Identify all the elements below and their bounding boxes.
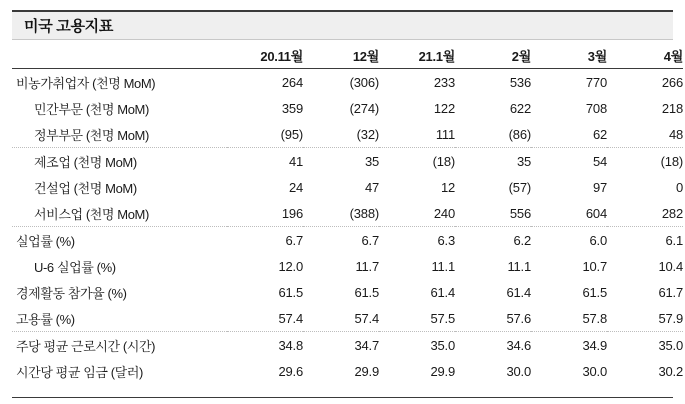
column-header-1: 20.11월 xyxy=(227,42,303,69)
table-body xyxy=(12,69,683,385)
cell-value: 6.0 xyxy=(589,232,607,248)
cell-value: 29.9 xyxy=(430,363,455,379)
cell-value: (32) xyxy=(303,121,379,148)
cell-value: 34.9 xyxy=(582,337,607,353)
cell-value: 266 xyxy=(661,74,683,90)
cell-value: 61.5 xyxy=(582,284,607,300)
cell-value: 0 xyxy=(675,179,683,195)
table-title-bar xyxy=(12,10,673,40)
column-header-0 xyxy=(12,42,227,69)
cell-value: 282 xyxy=(607,200,683,227)
table-row xyxy=(12,174,683,200)
cell-value: 6.2 xyxy=(513,232,531,248)
cell-value: 41 xyxy=(288,153,303,169)
cell-value: 48 xyxy=(607,121,683,148)
cell-value: 61.4 xyxy=(506,284,531,300)
cell-value: 61.4 xyxy=(430,284,455,300)
cell-value: 233 xyxy=(433,74,455,90)
column-header-2: 12월 xyxy=(303,42,379,69)
cell-value: 111 xyxy=(379,121,455,148)
column-header-6: 4월 xyxy=(607,42,683,69)
cell-value: 24 xyxy=(288,179,303,195)
cell-value: 6.1 xyxy=(665,232,683,248)
cell-value: 264 xyxy=(281,74,303,90)
row-label: 시간당 평균 임금 (달러) xyxy=(16,364,143,380)
cell-value: 556 xyxy=(455,200,531,227)
cell-value: 10.7 xyxy=(582,258,607,274)
cell-value: 708 xyxy=(585,100,607,116)
cell-value: 34.8 xyxy=(278,337,303,353)
row-label: 서비스업 (천명 MoM) xyxy=(12,200,227,227)
cell-value: (18) xyxy=(660,153,683,169)
row-label: U-6 실업률 (%) xyxy=(34,259,116,275)
row-label: 민간부문 (천명 MoM) xyxy=(34,101,149,117)
column-header-5: 3월 xyxy=(531,42,607,69)
cell-value: 61.5 xyxy=(354,284,379,300)
cell-value: 57.5 xyxy=(379,305,455,332)
cell-value: 122 xyxy=(433,100,455,116)
cell-value: 240 xyxy=(379,200,455,227)
employment-indicators-table xyxy=(12,42,683,384)
cell-value: 12 xyxy=(440,179,455,195)
cell-value: 770 xyxy=(585,74,607,90)
row-label: 실업률 (%) xyxy=(16,233,75,249)
cell-value: (95) xyxy=(227,121,303,148)
table-row xyxy=(12,69,683,96)
cell-value: 57.8 xyxy=(531,305,607,332)
cell-value: 6.7 xyxy=(285,232,303,248)
table-row xyxy=(12,95,683,121)
table-row xyxy=(12,121,683,148)
cell-value: 536 xyxy=(509,74,531,90)
cell-value: 35 xyxy=(364,153,379,169)
cell-value: 30.2 xyxy=(658,363,683,379)
cell-value: 57.6 xyxy=(455,305,531,332)
cell-value: (388) xyxy=(303,200,379,227)
cell-value: 6.3 xyxy=(437,232,455,248)
cell-value: 57.4 xyxy=(227,305,303,332)
cell-value: 62 xyxy=(531,121,607,148)
cell-value: 604 xyxy=(531,200,607,227)
table-row xyxy=(12,305,683,332)
column-header-3: 21.1월 xyxy=(379,42,455,69)
cell-value: 54 xyxy=(592,153,607,169)
table-bottom-rule xyxy=(12,397,673,398)
cell-value: (306) xyxy=(349,74,379,90)
cell-value: 61.5 xyxy=(278,284,303,300)
cell-value: 30.0 xyxy=(506,363,531,379)
cell-value: 29.6 xyxy=(278,363,303,379)
row-label: 비농가취업자 (천명 MoM) xyxy=(16,75,156,91)
row-label: 건설업 (천명 MoM) xyxy=(34,180,137,196)
cell-value: 11.7 xyxy=(355,258,379,274)
cell-value: 35.0 xyxy=(430,337,455,353)
cell-value: 196 xyxy=(227,200,303,227)
cell-value: 12.0 xyxy=(278,258,303,274)
cell-value: 30.0 xyxy=(582,363,607,379)
cell-value: 359 xyxy=(281,100,303,116)
cell-value: 34.7 xyxy=(354,337,379,353)
cell-value: 10.4 xyxy=(658,258,683,274)
cell-value: 34.6 xyxy=(506,337,531,353)
cell-value: 57.9 xyxy=(607,305,683,332)
cell-value: 6.7 xyxy=(361,232,379,248)
cell-value: 218 xyxy=(661,100,683,116)
cell-value: (18) xyxy=(432,153,455,169)
cell-value: 11.1 xyxy=(507,258,531,274)
row-label: 정부부문 (천명 MoM) xyxy=(12,121,227,148)
row-label: 제조업 (천명 MoM) xyxy=(34,154,137,170)
cell-value: 35 xyxy=(516,153,531,169)
row-label: 경제활동 참가율 (%) xyxy=(16,285,127,301)
table-row xyxy=(12,148,683,175)
cell-value: 622 xyxy=(509,100,531,116)
cell-value: (57) xyxy=(508,179,531,195)
cell-value: (274) xyxy=(349,100,379,116)
cell-value: (86) xyxy=(455,121,531,148)
cell-value: 29.9 xyxy=(354,363,379,379)
table-header xyxy=(12,42,683,69)
table-row xyxy=(12,358,683,384)
cell-value: 57.4 xyxy=(303,305,379,332)
row-label: 고용률 (%) xyxy=(12,305,227,332)
cell-value: 47 xyxy=(364,179,379,195)
page-title: 미국 고용지표 xyxy=(24,18,114,35)
cell-value: 35.0 xyxy=(658,337,683,353)
cell-value: 97 xyxy=(592,179,607,195)
table-row xyxy=(12,227,683,254)
table-header-row xyxy=(12,42,683,69)
cell-value: 11.1 xyxy=(431,258,455,274)
column-header-4: 2월 xyxy=(455,42,531,69)
table-row xyxy=(12,253,683,279)
table-row xyxy=(12,200,683,227)
row-label: 주당 평균 근로시간 (시간) xyxy=(16,338,156,354)
table-row xyxy=(12,332,683,359)
cell-value: 61.7 xyxy=(658,284,683,300)
table-row xyxy=(12,279,683,305)
